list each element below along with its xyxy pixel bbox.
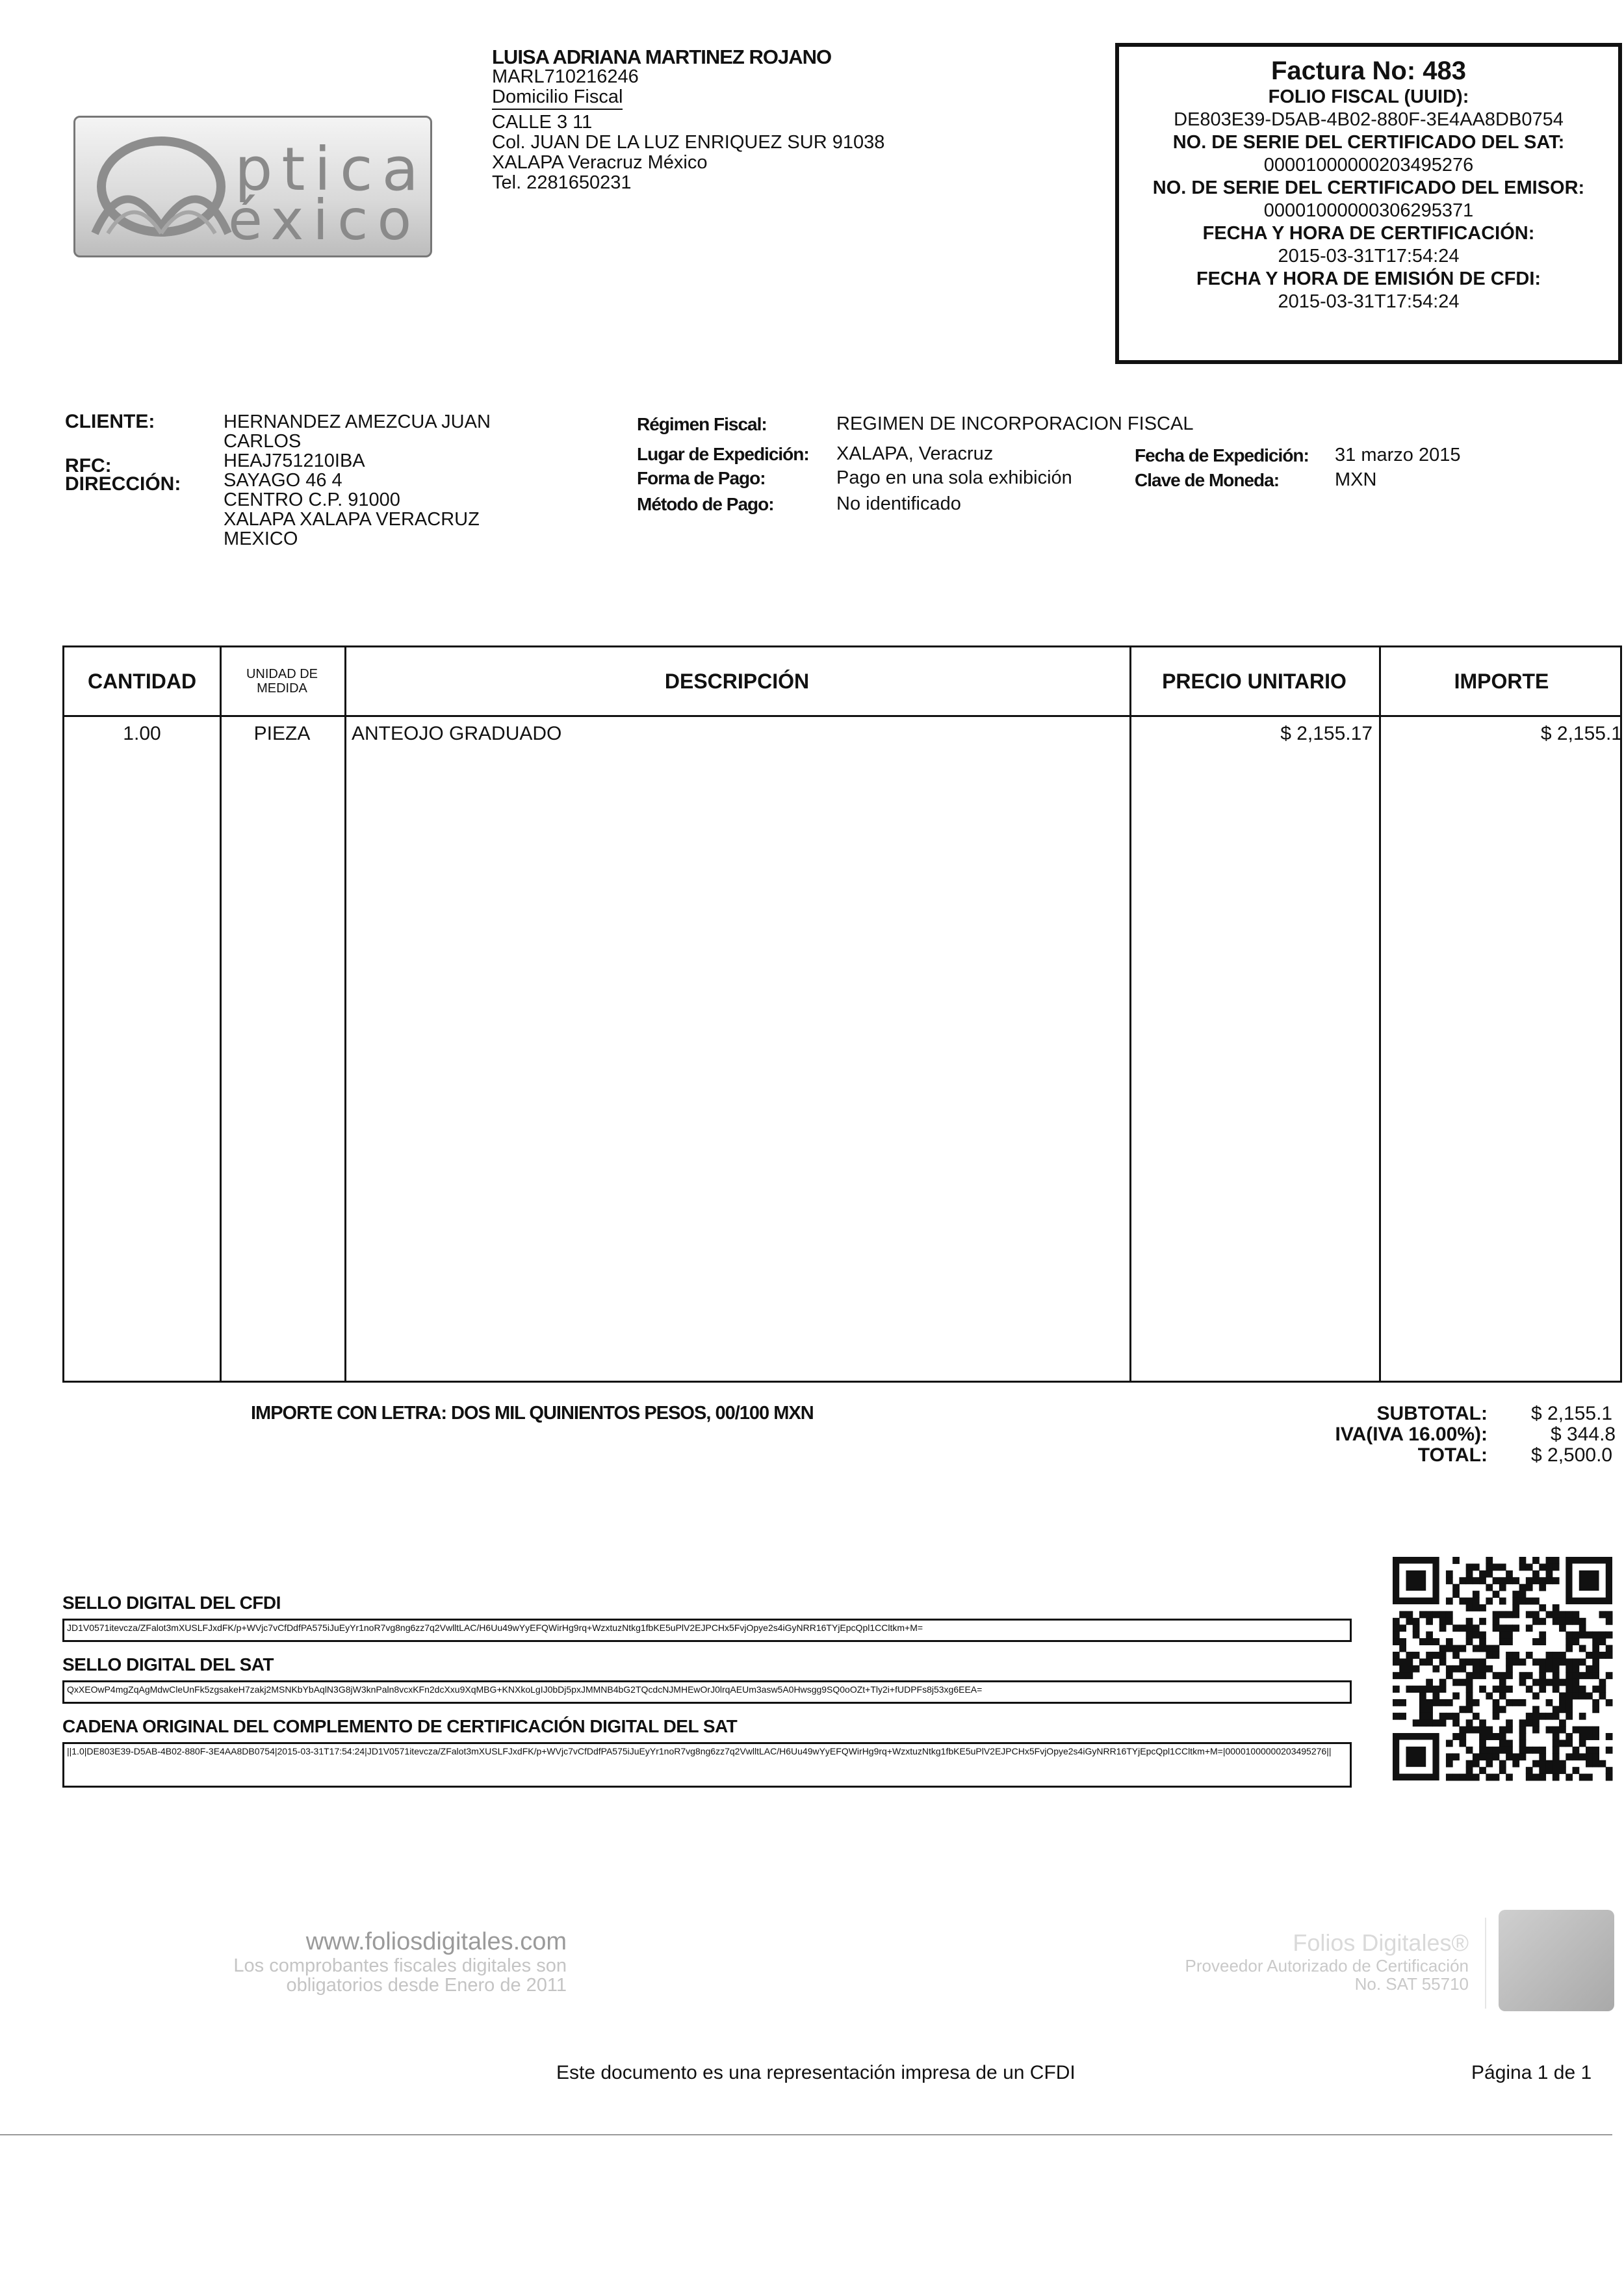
row-importe: $ 2,155.1 (1540, 723, 1622, 744)
optica-mexico-logo (73, 116, 432, 257)
representation-note: Este documento es una representación impresa de un CFDI (556, 2062, 1076, 2083)
cliente-label: CLIENTE: (65, 411, 155, 432)
cert-emisor-label: NO. DE SERIE DEL CERTIFICADO DEL EMISOR: (1152, 177, 1585, 198)
foliosdigitales-info (233, 1928, 567, 1995)
qr-code-graphic (1393, 1557, 1612, 1780)
footer-note-line2: obligatorios desde Enero de 2011 (286, 1975, 567, 1996)
header-descripcion: DESCRIPCIÓN (664, 669, 810, 693)
importe-con-letra: IMPORTE CON LETRA: DOS MIL QUINIENTOS PESOS, 00/100 MXN (251, 1403, 814, 1424)
factura-box (1115, 43, 1622, 364)
metodo-value: No identificado (836, 493, 961, 514)
client-block (224, 412, 491, 549)
items-table (62, 645, 1622, 1383)
qr-code-icon (1393, 1557, 1612, 1780)
folios-digitales-brand-block (1185, 1929, 1469, 1993)
sello-cfdi-label: SELLO DIGITAL DEL CFDI (62, 1593, 281, 1613)
proveedor-line2: No. SAT 55710 (1354, 1974, 1469, 1994)
header-unidad-line2: MEDIDA (257, 681, 307, 696)
cert-sat-label: NO. DE SERIE DEL CERTIFICADO DEL SAT: (1172, 132, 1565, 153)
total-value: $ 2,500.0 (1531, 1444, 1613, 1466)
moneda-value: MXN (1335, 469, 1377, 490)
fecha-emision-label: FECHA Y HORA DE EMISIÓN DE CFDI: (1196, 268, 1541, 289)
subtotal-label: SUBTOTAL: (1376, 1403, 1488, 1424)
uuid-label: FOLIO FISCAL (UUID): (1268, 86, 1469, 107)
fecha-cert-value: 2015-03-31T17:54:24 (1278, 246, 1460, 267)
cert-sat-value: 00001000000203495276 (1263, 155, 1474, 176)
regimen-value: REGIMEN DE INCORPORACION FISCAL (836, 413, 1194, 434)
fecha-emision-value: 2015-03-31T17:54:24 (1278, 291, 1460, 312)
footer-divider (1485, 1918, 1486, 2009)
row-descripcion: ANTEOJO GRADUADO (352, 723, 562, 744)
iva-label: IVA(IVA 16.00%): (1335, 1424, 1488, 1445)
page-number: Página 1 de 1 (1471, 2062, 1592, 2083)
domicilio-label: Domicilio Fiscal (492, 87, 623, 110)
header-unidad (220, 647, 344, 715)
client-name-line2: CARLOS (224, 431, 302, 452)
forma-value: Pago en una sola exhibición (836, 467, 1072, 488)
emitter-street: CALLE 3 11 (492, 112, 593, 133)
lugar-label: Lugar de Expedición: (637, 444, 809, 464)
col-divider (344, 647, 346, 1381)
logo-emblem-icon (88, 129, 238, 246)
cadena-original-box: ||1.0|DE803E39-D5AB-4B02-880F-3E4AA8DB0754|2015-03-31T17:54:24|JD1V0571itevcza/ZFalot3mXUSLFJxdFK/p+WVjc7vCfDdfPA575iJuEyYr1noR7vg8ng6zz7q2VwlltLAC/H6Uu49wYyEFQWirHg9rq+WzxtuzNtkg1fbKE5uPlV2EJPCHx5FvjOpye2s4iGyNRR16TYjEpcQpl1CCltkm+M=|00001000000203495276|| (62, 1742, 1352, 1788)
iva-value: $ 344.8 (1551, 1424, 1616, 1445)
cadena-original-label: CADENA ORIGINAL DEL COMPLEMENTO DE CERTIFICACIÓN DIGITAL DEL SAT (62, 1716, 738, 1736)
client-addr2: CENTRO C.P. 91000 (224, 489, 400, 510)
col-divider (1379, 647, 1381, 1381)
lugar-value: XALAPA, Veracruz (836, 443, 994, 464)
sat-certification-badge-icon (1499, 1910, 1614, 2011)
direccion-label: DIRECCIÓN: (65, 473, 181, 495)
emitter-block (492, 47, 884, 193)
rfc-label: RFC: (65, 455, 112, 476)
logo-word-ptica: ptica (235, 135, 428, 204)
metodo-label: Método de Pago: (637, 494, 774, 514)
emitter-colonia: Col. JUAN DE LA LUZ ENRIQUEZ SUR 91038 (492, 132, 885, 153)
sello-cfdi-box: JD1V0571itevcza/ZFalot3mXUSLFJxdFK/p+WVjc7vCfDdfPA575iJuEyYr1noR7vg8ng6zz7q2VwlltLAC/H6Uu49wYyEFQWirHg9rq+WzxtuzNtkg1fbKE5uPlV2EJPCHx5FvjOpye2s4iGyNRR16TYjEpcQpl1CCltkm+M= (62, 1619, 1352, 1642)
cert-emisor-value: 00001000000306295371 (1263, 200, 1474, 221)
logo-word-exico: éxico (228, 188, 421, 253)
sello-sat-box: QxXEOwP4mgZqAgMdwCleUnFk5zgsakeH7zakj2MSNKbYbAqlN3G8jW3knPaln8vcxKFn2dcXxu9XqMBG+KNXkoLgIJ0bDj5pxJMMNB4bG2TQcdcNJMHEwOrJ0lrqAEUm3asw5A0Hwsgg9SQ0oOZt+Tly2i+fUDPFs8j53xg6EEA= (62, 1680, 1352, 1704)
client-addr1: SAYAGO 46 4 (224, 470, 342, 491)
emitter-phone: Tel. 2281650231 (492, 172, 632, 193)
emitter-city: XALAPA Veracruz México (492, 152, 708, 173)
col-divider (1129, 647, 1131, 1381)
header-importe: IMPORTE (1454, 669, 1549, 693)
client-name-line1: HERNANDEZ AMEZCUA JUAN (224, 411, 491, 432)
uuid-value: DE803E39-D5AB-4B02-880F-3E4AA8DB0754 (1174, 109, 1564, 130)
fecha-cert-label: FECHA Y HORA DE CERTIFICACIÓN: (1202, 223, 1535, 244)
header-precio: PRECIO UNITARIO (1162, 669, 1347, 693)
moneda-label: Clave de Moneda: (1135, 470, 1280, 490)
regimen-label: Régimen Fiscal: (637, 414, 767, 434)
forma-label: Forma de Pago: (637, 468, 766, 488)
client-addr3: XALAPA XALAPA VERACRUZ (224, 509, 480, 530)
client-rfc: HEAJ751210IBA (224, 450, 365, 471)
row-cantidad: 1.00 (123, 723, 161, 744)
proveedor-line1: Proveedor Autorizado de Certificación (1185, 1956, 1469, 1975)
fecha-exp-value: 31 marzo 2015 (1335, 445, 1461, 465)
col-divider (220, 647, 222, 1381)
client-addr4: MEXICO (224, 528, 298, 549)
header-unidad-line1: UNIDAD DE (246, 667, 318, 681)
folios-digitales-brand: Folios Digitales® (1293, 1929, 1469, 1956)
subtotal-value: $ 2,155.1 (1531, 1403, 1613, 1424)
emitter-rfc: MARL710216246 (492, 66, 639, 87)
header-cantidad: CANTIDAD (87, 669, 197, 693)
table-header-divider (64, 715, 1620, 717)
row-precio: $ 2,155.17 (1280, 723, 1373, 744)
row-unidad: PIEZA (253, 723, 311, 744)
factura-title: Factura No: 483 (1270, 57, 1467, 85)
total-label: TOTAL: (1417, 1444, 1488, 1466)
foliosdigitales-link[interactable]: www.foliosdigitales.com (305, 1928, 567, 1955)
footer-note-line1: Los comprobantes fiscales digitales son (233, 1955, 567, 1976)
sello-sat-label: SELLO DIGITAL DEL SAT (62, 1654, 274, 1675)
fecha-exp-label: Fecha de Expedición: (1135, 445, 1309, 465)
page-bottom-rule (0, 2134, 1612, 2135)
emitter-name: LUISA ADRIANA MARTINEZ ROJANO (492, 46, 832, 68)
